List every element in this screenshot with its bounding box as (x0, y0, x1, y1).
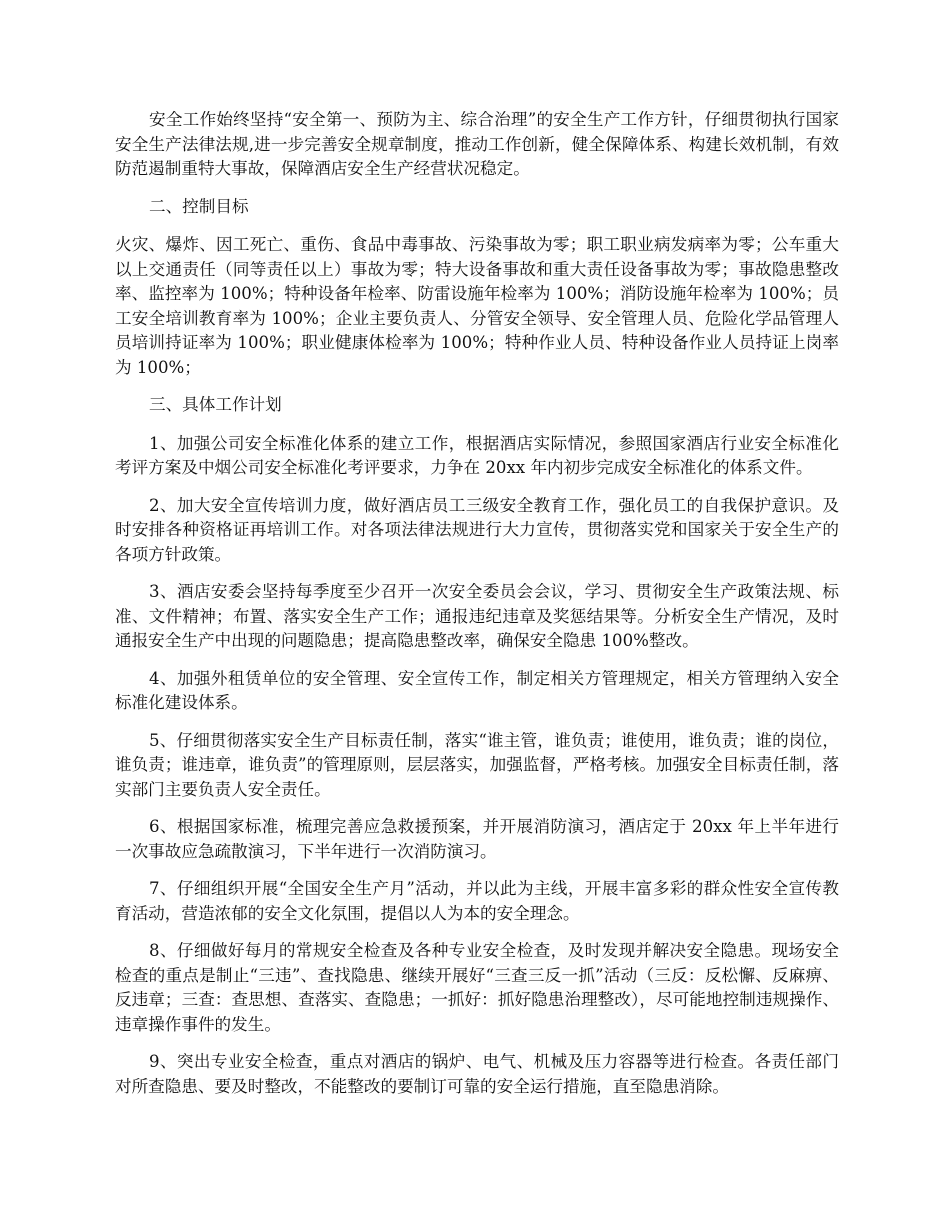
section-heading-control-targets: 二、控制目标 (149, 196, 249, 216)
work-plan-item-4: 4、加强外租赁单位的安全管理、安全宣传工作，制定相关方管理规定，相关方管理纳入安全标准化建设体系。 (115, 668, 839, 712)
intro-paragraph: 安全工作始终坚持“安全第一、预防为主、综合治理”的安全生产工作方针，仔细贯彻执行国家安全生产法律法规,进一步完善安全规章制度，推动工作创新，健全保障体系、构建长效机制，有效防范遏制重特大事故，保障酒店安全生产经营状况稳定。 (115, 110, 839, 178)
work-plan-item-3: 3、酒店安委会坚持每季度至少召开一次安全委员会会议，学习、贯彻安全生产政策法规、标准、文件精神；布置、落实安全生产工作；通报违纪违章及奖惩结果等。分析安全生产情况，及时通报安全生产中出现的问题隐患；提高隐患整改率，确保安全隐患 100%整改。 (115, 582, 839, 650)
section-heading-work-plan: 三、具体工作计划 (149, 395, 282, 414)
document-page (115, 108, 839, 1112)
work-plan-item-9: 9、突出专业安全检查，重点对酒店的锅炉、电气、机械及压力容器等进行检查。各责任部门对所查隐患、要及时整改，不能整改的要制订可靠的安全运行措施，直至隐患消除。 (115, 1052, 839, 1096)
work-plan-item-7: 7、仔细组织开展“全国安全生产月”活动，并以此为主线，开展丰富多彩的群众性安全宣传教育活动，营造浓郁的安全文化氛围，提倡以人为本的安全理念。 (115, 879, 839, 923)
control-targets-paragraph: 火灾、爆炸、因工死亡、重伤、食品中毒事故、污染事故为零；职工职业病发病率为零；公车重大以上交通责任（同等责任以上）事故为零；特大设备事故和重大责任设备事故为零；事故隐患整改率、监控率为 100%；特种设备年检率、防雷设施年检率为 100%；消防设施年检率为 100%；员工安全培训教育率为 100%；企业主要负责人、分管安全领导、安全管理人员、危险化学品管理人员培训持证率为 100%；职业健康体检率为 100%；特种作业人员、特种设备作业人员持证上岗率为 100%； (115, 235, 839, 377)
work-plan-item-5: 5、仔细贯彻落实安全生产目标责任制，落实“谁主管，谁负责；谁使用，谁负责；谁的岗位，谁负责；谁违章，谁负责”的管理原则，层层落实，加强监督，严格考核。加强安全目标责任制，落实部门主要负责人安全责任。 (115, 730, 839, 799)
work-plan-item-1: 1、加强公司安全标准化体系的建立工作，根据酒店实际情况，参照国家酒店行业安全标准化考评方案及中烟公司安全标准化考评要求，力争在 20xx 年内初步完成安全标准化的体系文件。 (115, 433, 839, 477)
work-plan-item-2: 2、加大安全宣传培训力度，做好酒店员工三级安全教育工作，强化员工的自我保护意识。及时安排各种资格证再培训工作。对各项法律法规进行大力宣传，贯彻落实党和国家关于安全生产的各项方针政策。 (115, 495, 839, 564)
work-plan-item-6: 6、根据国家标准，梳理完善应急救援预案，并开展消防演习，酒店定于 20xx 年上半年进行一次事故应急疏散演习，下半年进行一次消防演习。 (115, 817, 839, 861)
work-plan-item-8: 8、仔细做好每月的常规安全检查及各种专业安全检查，及时发现并解决安全隐患。现场安全检查的重点是制止“三违”、查找隐患、继续开展好“三查三反一抓”活动（三反：反松懈、反麻痹、反违章；三查：查思想、查落实、查隐患；一抓好：抓好隐患治理整改），尽可能地控制违规操作、违章操作事件的发生。 (115, 941, 839, 1034)
